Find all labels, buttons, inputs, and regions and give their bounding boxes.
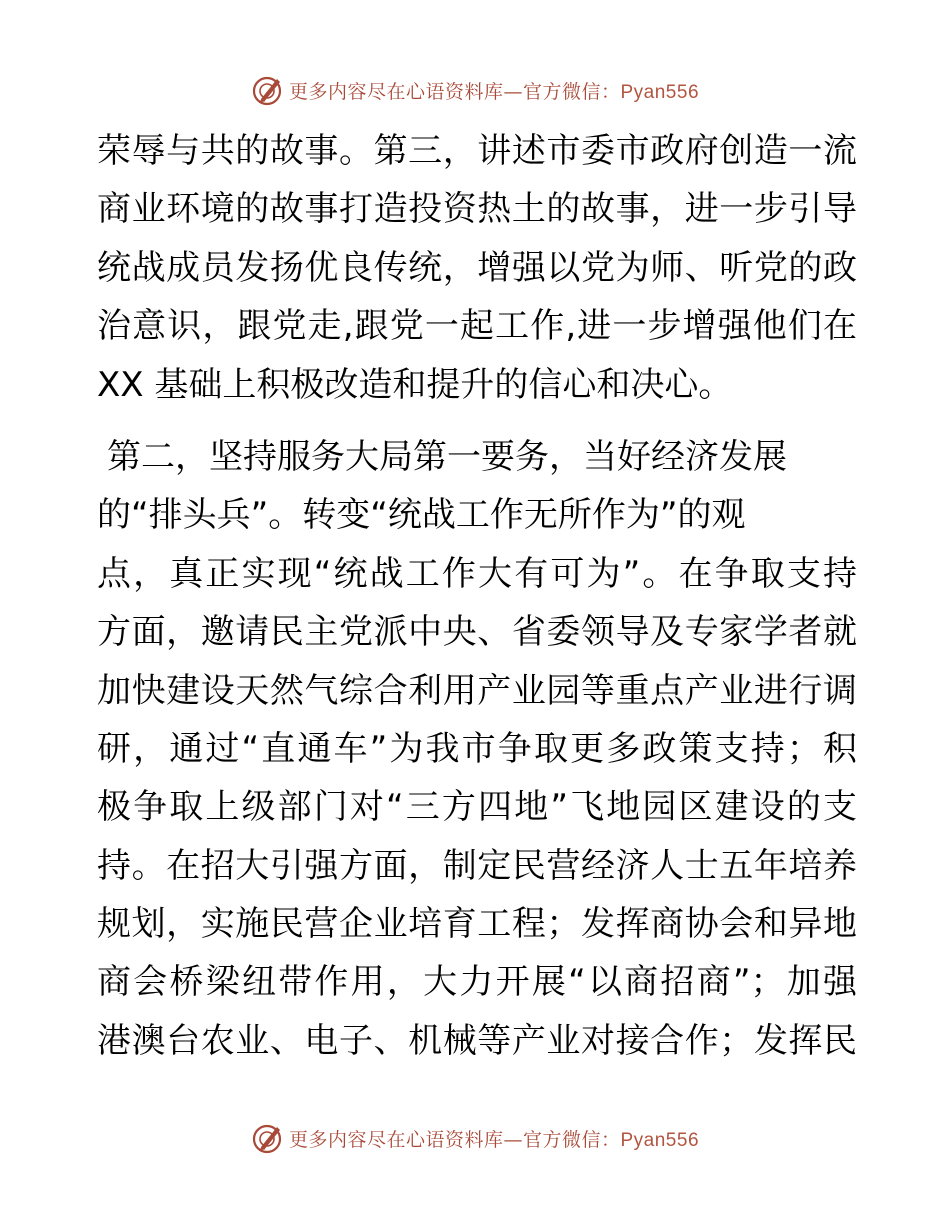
text-line: 研，通过“直通车”为我市争取更多政策支持；积 [97,728,857,769]
paragraph-1 [97,122,857,414]
text-line: 荣辱与共的故事。第三，讲述市委市政府创造一流 [97,131,857,171]
text-line: 加快建设天然气综合利用产业园等重点产业进行调 [97,670,857,711]
text-line: XX 基础上积极改造和提升的信心和决心。 [97,364,733,405]
text-line: 商会桥梁纽带作用，大力开展“以商招商”；加强 [97,962,857,1003]
text-line: 极争取上级部门对“三方四地”飞地园区建设的支 [97,787,857,828]
text-line: 方面，邀请民主党派中央、省委领导及专家学者就 [97,612,857,653]
text-line: 商业环境的故事打造投资热土的故事，进一步引导 [97,189,857,230]
footer-watermark-banner [0,1118,950,1158]
pen-logo-icon [251,1121,285,1155]
text-line: 治意识，跟党走,跟党一起工作,进一步增强他们在 [97,306,857,347]
pen-logo-icon [251,73,285,107]
text-line: 第二，坚持服务大局第一要务，当好经济发展 [107,436,787,477]
text-line: 统战成员发扬优良传统，增强以党为师、听党的政 [97,247,857,288]
header-watermark-banner [0,70,950,110]
text-line: 持。在招大引强方面，制定民营经济人士五年培养 [97,845,857,886]
header-banner-text: 更多内容尽在心语资料库—官方微信：Pyan556 [288,80,700,103]
text-line: 规划，实施民营企业培育工程；发挥商协会和异地 [97,904,857,945]
text-line: 港澳台农业、电子、机械等产业对接合作；发挥民 [97,1020,857,1061]
footer-banner-text: 更多内容尽在心语资料库—官方微信：Pyan556 [288,1128,700,1151]
document-body [97,122,857,1070]
paragraph-2 [97,428,857,1070]
text-line: 点，真正实现“统战工作大有可为”。在争取支持 [97,553,857,594]
text-line: 的“排头兵”。转变“统战工作无所作为”的观 [97,495,746,536]
